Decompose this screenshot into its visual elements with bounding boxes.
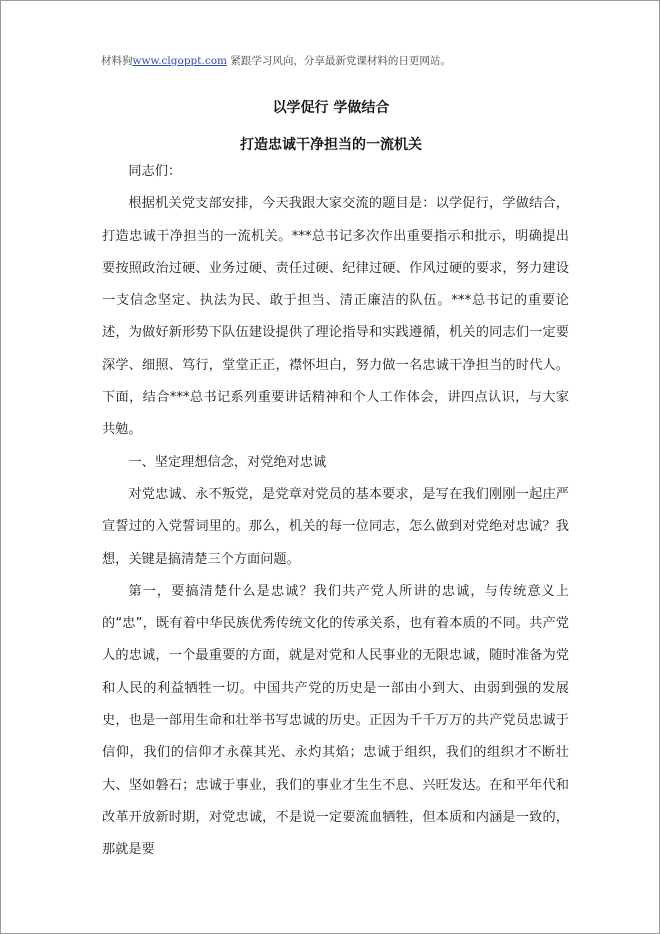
header-prefix: 材料狗: [101, 55, 133, 67]
section-heading: 一、坚定理想信念，对党绝对忠诚: [128, 454, 327, 470]
body-paragraph: 根据机关党支部安排，今天我跟大家交流的题目是：以学促行，学做结合，打造忠诚干净担当的一流机关。***总书记多次作出重要指示和批示，明确提出要按照政治过硬、业务过硬、责任过硬、纪律过硬、作风过硬的要求，努力建设一支信念坚定、执法为民、敢于担当、清正廉洁的队伍。***总书记的重要论述，为做好新形势下队伍建设提供了理论指导和实践遵循，机关的同志们一定要深学、细照、笃行，堂堂正正，襟怀坦白，努力做一名忠诚干净担当的时代人。下面，结合***总书记系列重要讲话精神和个人工作体会，讲四点认识，与大家共勉。: [102, 196, 569, 438]
site-header-line: [101, 53, 581, 68]
header-suffix: 紧跟学习风向，分享最新党课材料的日更网站。: [227, 55, 451, 67]
document-subtitle: 打造忠诚干净担当的一流机关: [240, 137, 422, 153]
site-link[interactable]: www.clgoppt.com: [132, 55, 227, 67]
salutation: 同志们：: [128, 164, 182, 179]
body-paragraph: 第一，要搞清楚什么是忠诚？我们共产党人所讲的忠诚，与传统意义上的“忠”，既有着中华民族优秀传统文化的传承关系，也有着本质的不同。共产党人的忠诚，一个最重要的方面，就是对党和人民事业的无限忠诚，随时准备为党和人民的利益牺牲一切。中国共产党的历史是一部由小到大、由弱到强的发展史，也是一部用生命和壮举书写忠诚的历史。正因为千千万万的共产党员忠诚于信仰，我们的信仰才永葆其光、永灼其焰；忠诚于组织，我们的组织才不断壮大、坚如磐石；忠诚于事业，我们的事业才生生不息、兴旺发达。在和平年代和改革开放新时期，对党忠诚，不是说一定要流血牺牲，但本质和内涵是一致的，那就是要: [102, 583, 569, 858]
body-paragraph: 对党忠诚、永不叛党，是党章对党员的基本要求，是写在我们刚刚一起庄严宣誓过的入党誓词里的。那么，机关的每一位同志，怎么做到对党绝对忠诚？我想，关键是搞清楚三个方面问题。: [102, 486, 569, 567]
document-title: 以学促行 学做结合: [272, 100, 390, 116]
document-body: [102, 156, 569, 867]
